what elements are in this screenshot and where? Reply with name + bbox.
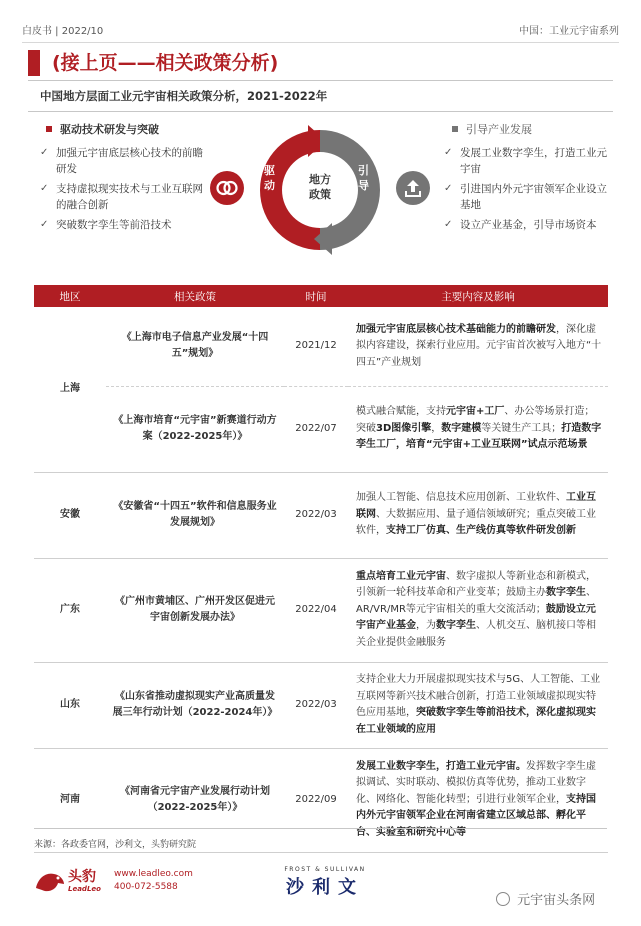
red-square-icon bbox=[46, 126, 52, 132]
check-icon: ✓ bbox=[444, 183, 453, 194]
time-cell: 2021/12 bbox=[284, 307, 348, 386]
table-row bbox=[34, 472, 608, 558]
drivers-heading bbox=[46, 121, 210, 137]
region-cell: 广东 bbox=[34, 558, 106, 662]
list-item bbox=[444, 145, 614, 177]
phone: 400-072-5588 bbox=[114, 882, 178, 892]
frost-sullivan-logo bbox=[270, 866, 380, 899]
list-item bbox=[40, 217, 210, 233]
list-item bbox=[40, 145, 210, 177]
watermark-text: 元宇宙头条网 bbox=[517, 893, 596, 908]
fs-chinese: 沙利文 bbox=[286, 877, 364, 898]
policy-cell: 《安徽省“十四五”软件和信息服务业发展规划》 bbox=[106, 472, 284, 558]
check-icon: ✓ bbox=[444, 147, 453, 158]
region-cell: 河南 bbox=[34, 748, 106, 852]
list-item-text: 设立产业基金，引导市场资本 bbox=[460, 219, 597, 231]
policy-cell: 《上海市培育“元宇宙”新赛道行动方案（2022-2025年）》 bbox=[106, 386, 284, 472]
drivers-heading-text: 驱动技术研发与突破 bbox=[60, 123, 159, 136]
page-header bbox=[22, 22, 619, 36]
table-row bbox=[34, 558, 608, 662]
subtitle-divider bbox=[28, 111, 613, 112]
time-cell: 2022/04 bbox=[284, 558, 348, 662]
title-divider bbox=[28, 80, 613, 81]
page-title: (接上页——相关政策分析) bbox=[52, 52, 279, 74]
content-cell: 加强元宇宙底层核心技术基础能力的前瞻研发，深化虚拟内容建设，探索行业应用。元宇宙首次被写入地方“十四五”产业规划 bbox=[348, 307, 608, 386]
time-cell: 2022/07 bbox=[284, 386, 348, 472]
website: www.leadleo.com bbox=[114, 869, 193, 879]
policy-table bbox=[34, 285, 608, 853]
policy-cell: 《上海市电子信息产业发展“十四五”规划》 bbox=[106, 307, 284, 386]
drivers-panel bbox=[40, 121, 210, 237]
gray-square-icon bbox=[452, 126, 458, 132]
policy-cell: 《广州市黄埔区、广州开发区促进元宇宙创新发展办法》 bbox=[106, 558, 284, 662]
list-item-text: 加强元宇宙底层核心技术的前瞻研发 bbox=[56, 147, 203, 175]
list-item-text: 发展工业数字孪生，打造工业元宇宙 bbox=[460, 147, 607, 175]
table-row bbox=[34, 662, 608, 748]
region-cell: 山东 bbox=[34, 662, 106, 748]
time-cell: 2022/03 bbox=[284, 662, 348, 748]
list-item bbox=[40, 181, 210, 213]
time-cell: 2022/03 bbox=[284, 472, 348, 558]
content-cell: 发展工业数字孪生，打造工业元宇宙。发挥数字孪生虚拟调试、实时联动、模拟仿真等优势，推动工业数字化、网络化、智能化转型；引进行业领军企业，支持国内外元宇宙领军企业在河南省建立区域总部、孵化平台、实验室和研究中心等 bbox=[348, 748, 608, 852]
cycle-center-line: 政策 bbox=[309, 188, 331, 201]
contact-info bbox=[114, 868, 193, 894]
list-item-text: 突破数字孪生等前沿技术 bbox=[56, 219, 172, 231]
guides-heading bbox=[452, 121, 614, 137]
column-header: 主要内容及影响 bbox=[348, 285, 608, 307]
header-right: 中国：工业元宇宙系列 bbox=[519, 26, 619, 37]
cycle-center-label bbox=[296, 172, 344, 202]
figure-subtitle: 中国地方层面工业元宇宙相关政策分析，2021-2022年 bbox=[40, 89, 328, 103]
table-header-row bbox=[34, 285, 608, 307]
leopard-icon bbox=[34, 866, 66, 896]
content-cell: 支持企业大力开展虚拟现实技术与5G、人工智能、工业互联网等新兴技术融合创新，打造工业领域虚拟现实特色应用基地，突破数字孪生等前沿技术，深化虚拟现实在工业领域的应用 bbox=[348, 662, 608, 748]
header-divider bbox=[22, 42, 619, 43]
region-cell: 安徽 bbox=[34, 472, 106, 558]
fs-english: FROST & SULLIVAN bbox=[284, 866, 366, 873]
table-row bbox=[34, 386, 608, 472]
list-item-text: 引进国内外元宇宙领军企业设立基地 bbox=[460, 183, 607, 211]
header-left: 白皮书 | 2022/10 bbox=[22, 26, 104, 37]
policy-cell: 《山东省推动虚拟现实产业高质量发展三年行动计划（2022-2024年）》 bbox=[106, 662, 284, 748]
check-icon: ✓ bbox=[40, 147, 49, 158]
region-cell: 上海 bbox=[34, 307, 106, 472]
column-header: 相关政策 bbox=[106, 285, 284, 307]
check-icon: ✓ bbox=[444, 219, 453, 230]
source-note: 来源：各政委官网，沙利文，头豹研究院 bbox=[34, 840, 197, 850]
content-cell: 加强人工智能、信息技术应用创新、工业软件、工业互联网、大数据应用、量子通信领域研究；重点突破工业软件，支持工厂仿真、生产线仿真等软件研发创新 bbox=[348, 472, 608, 558]
guides-panel bbox=[444, 121, 614, 237]
list-item bbox=[444, 217, 614, 233]
content-cell: 重点培育工业元宇宙、数字虚拟人等新业态和新模式，引领新一轮科技革命和产业变革；鼓励主办数字孪生、AR/VR/MR等元宇宙相关的重大交流活动；鼓励设立元宇宙产业基金，为数字孪生、人机交互、脑机接口等相关企业提供金融服务 bbox=[348, 558, 608, 662]
content-cell: 模式融合赋能，支持元宇宙+工厂、办公等场景打造；突破3D图像引擎，数字建模等关键生产工具；打造数字孪生工厂，培育“元宇宙+工业互联网”试点示范场景 bbox=[348, 386, 608, 472]
list-item bbox=[444, 181, 614, 213]
check-icon: ✓ bbox=[40, 183, 49, 194]
source-divider bbox=[34, 828, 607, 829]
cycle-right-label: 引导 bbox=[358, 164, 369, 192]
policy-cell: 《河南省元宇宙产业发展行动计划（2022-2025年）》 bbox=[106, 748, 284, 852]
title-accent-bar bbox=[28, 50, 40, 76]
time-cell: 2022/09 bbox=[284, 748, 348, 852]
leadleo-sub: LeadLeo bbox=[68, 885, 101, 893]
list-item-text: 支持虚拟现实技术与工业互联网的融合创新 bbox=[56, 183, 203, 211]
leadleo-name: 头豹 bbox=[68, 869, 96, 885]
watermark bbox=[496, 889, 595, 908]
table-row bbox=[34, 307, 608, 386]
rings-icon bbox=[210, 171, 244, 205]
column-header: 地区 bbox=[34, 285, 106, 307]
wechat-icon bbox=[496, 892, 510, 906]
check-icon: ✓ bbox=[40, 219, 49, 230]
upload-arrow-icon bbox=[396, 171, 430, 205]
guides-heading-text: 引导产业发展 bbox=[466, 123, 532, 136]
column-header: 时间 bbox=[284, 285, 348, 307]
cycle-left-label: 驱动 bbox=[264, 164, 275, 192]
cycle-center-line: 地方 bbox=[309, 173, 331, 186]
